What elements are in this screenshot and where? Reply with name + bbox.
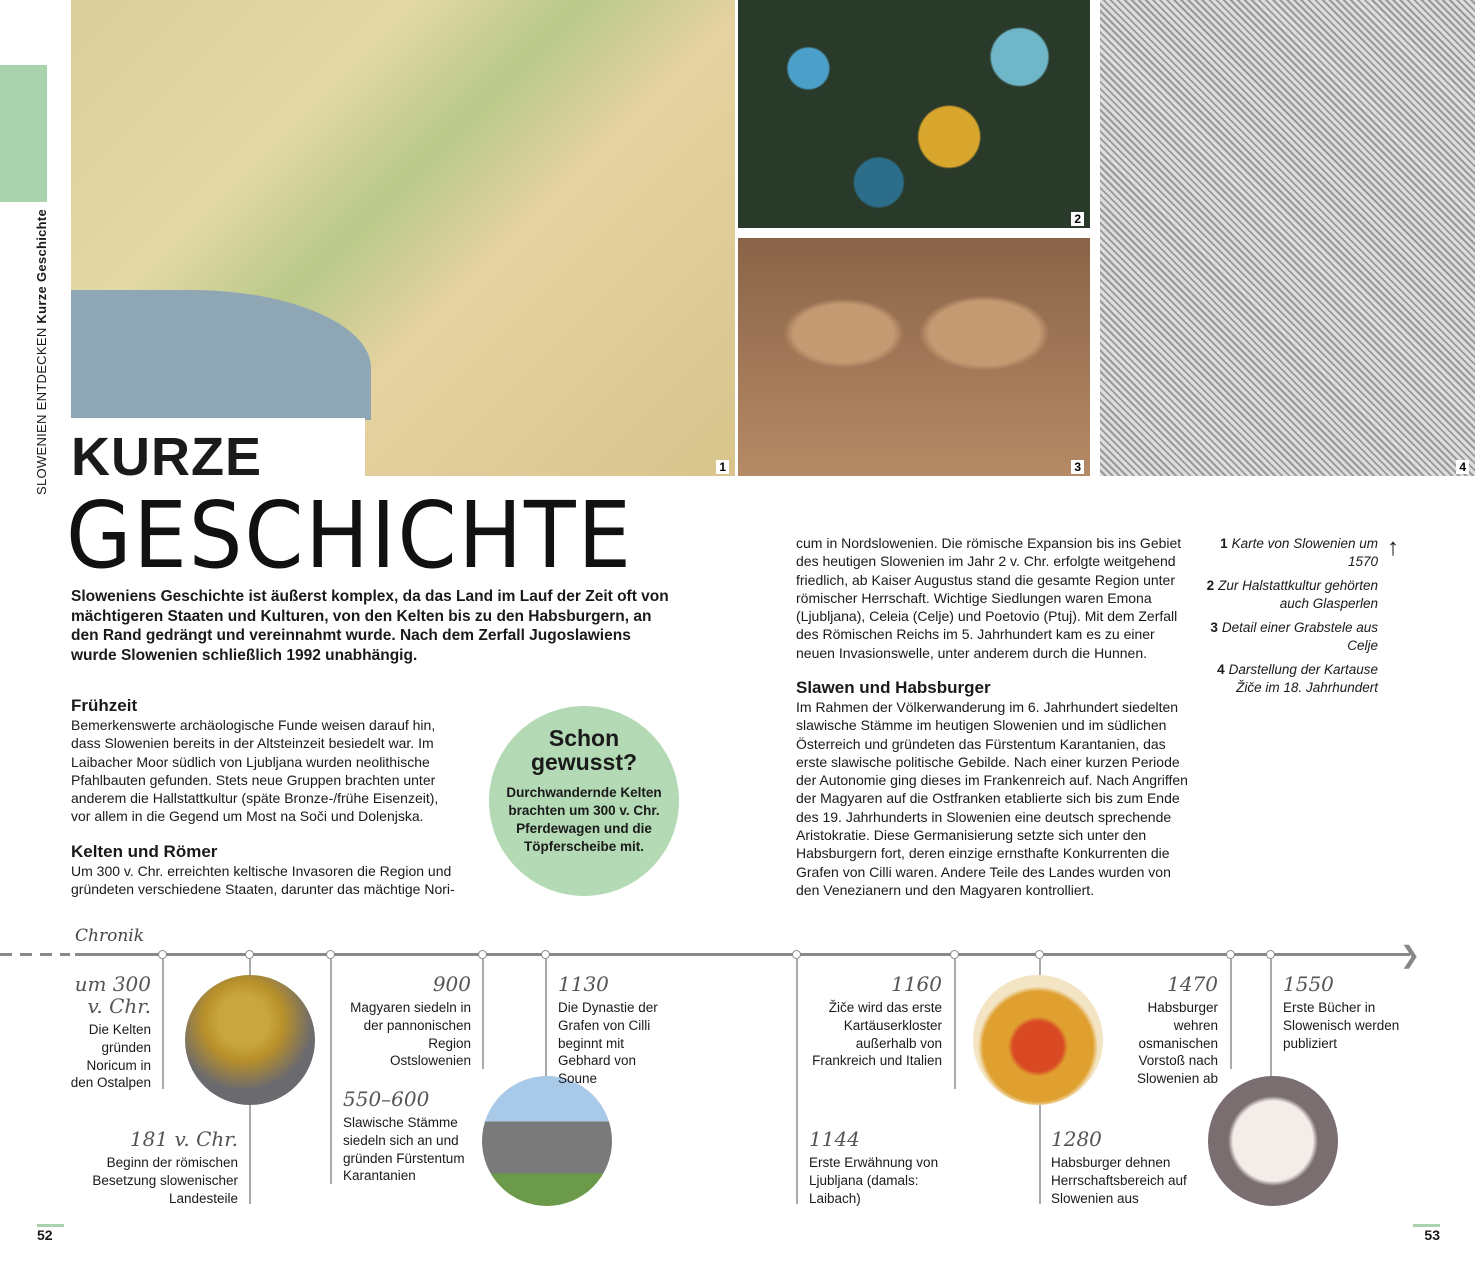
image-number: 1 (716, 460, 729, 474)
section-heading: Frühzeit (71, 696, 138, 715)
section-heading: Kelten und Römer (71, 842, 218, 861)
intro-text: Sloweniens Geschichte ist äußerst komplex, da das Land im Lauf der Zeit oft von mächtigeren Staaten und Kulturen, von den Kelten bis zu den Habsburgern, an den Rand gedrängt und vereinnahmt wurde. Nach dem Zerfall Jugoslawiens wurde Slowenien schließlich 1992 unabhängig. (71, 588, 669, 664)
section-heading: Slawen und Habsburger (796, 678, 991, 697)
timeline-event: um 300 v. Chr. Die Kelten gründen Noricum in den Ostalpen (70, 972, 151, 1091)
image-number: 4 (1456, 460, 1469, 474)
caption: 2 Zur Halstattkultur gehörten auch Glasperlen (1206, 578, 1378, 611)
arrow-up-icon: ↑ (1387, 534, 1399, 561)
section-text: Um 300 v. Chr. erreichten keltische Invasoren die Region und gründeten verschiedene Staaten, darunter das mächtige Nori- (71, 863, 455, 898)
image-number: 3 (1071, 460, 1084, 474)
timeline-event: 1550 Erste Bücher in Slowenisch werden publiziert (1283, 972, 1400, 1051)
section-slawen (796, 678, 1196, 899)
timeline-event: 1130 Die Dynastie der Grafen von Cilli beginnt mit Gebhard von Soune (558, 972, 658, 1087)
chronik-label: Chronik (75, 926, 145, 946)
grave-stele-image (738, 238, 1090, 476)
monastery-image (1100, 0, 1475, 476)
castle-photo (482, 1076, 612, 1206)
fact-text: Durchwandernde Kelten brachten um 300 v. Chr. Pferdewagen und die Töpferscheibe mit. (506, 785, 662, 854)
section-text: Im Rahmen der Völkerwanderung im 6. Jahrhundert siedelten slawische Stämme im heutigen Slowenien und im südlichen Österreich und gründeten das Fürstentum Karantanien, das erste slawische politische Gebilde. Nach einer kurzen Periode der Autonomie ging dieses im Frankenreich auf. Nach Angriffen der Magyaren auf die Ostfranken etablierte sich bis zum Ende des 19. Jahrhunderts in Slowenien eine deutsch sprechende Aristokratie. Diese Germanisierung setzte sich unter den Habsburgern fort, deren einzige ernsthafte Konkurrenten die Grafen von Cilli waren. Andere Teile des Landes wurden von den Venezianern und den Magyaren kontrolliert. (796, 699, 1188, 898)
section-kelten-cont (796, 534, 1191, 662)
chapter-label: Kurze Geschichte (34, 208, 49, 324)
page-number-right: 53 (1413, 1224, 1440, 1243)
timeline-event: 1144 Erste Erwähnung von Ljubljana (damals: Laibach) (809, 1127, 939, 1206)
coat-of-arms-photo (973, 975, 1103, 1105)
fact-heading: Schon gewusst? (530, 725, 638, 775)
title-line-1: KURZE (71, 427, 262, 487)
map-image (71, 0, 735, 476)
timeline-event: 900 Magyaren siedeln in der pannonischen Region Ostslowenien (350, 972, 471, 1069)
image-captions (1188, 535, 1378, 703)
running-header (34, 209, 49, 495)
timeline-event: 1160 Žiče wird das erste Kartäuserkloster außerhalb von Frankreich und Italien (812, 972, 942, 1069)
image-number: 2 (1071, 212, 1084, 226)
timeline-line (75, 953, 1410, 956)
timeline-event: 1280 Habsburger dehnen Herrschaftsbereich auf Slowenien aus (1051, 1127, 1187, 1206)
timeline-event: 1470 Habsburger wehren osmanischen Vorstoß nach Slowenien ab (1136, 972, 1218, 1087)
caption: 1 Karte von Slowenien um 1570 (1220, 536, 1378, 569)
title-line-2: GESCHICHTE (66, 482, 633, 589)
caption: 3 Detail einer Grabstele aus Celje (1210, 620, 1378, 653)
section-kelten (71, 842, 466, 899)
caption: 4 Darstellung der Kartause Žiče im 18. Jahrhundert (1217, 662, 1378, 695)
section-text: cum in Nordslowenien. Die römische Expansion bis ins Gebiet des heutigen Slowenien im Jahr 2 v. Chr. erfolgte weitgehend friedlich, ab Kaiser Augustus stand die gesamte Region unter römischer Herrschaft. Wichtige Siedlungen waren Emona (Ljubljana), Celeia (Celje) und Poetovio (Ptuj). Mit dem Zerfall des Römischen Reichs im 5. Jahrhundert kam es zu einer neuen Invasionswelle, unter anderem durch die Hunnen. (796, 535, 1182, 661)
timeline-event: 181 v. Chr. Beginn der römischen Besetzung slowenischer Landesteile (92, 1127, 238, 1206)
timeline-dash (0, 953, 70, 956)
fact-circle (489, 706, 679, 896)
page-number-left: 52 (37, 1224, 64, 1243)
section-label: SLOWENIEN ENTDECKEN (34, 327, 49, 495)
arrow-right-icon: ❯ (1400, 942, 1421, 969)
bible-photo (1208, 1076, 1338, 1206)
section-fruehzeit (71, 696, 456, 826)
section-text: Bemerkenswerte archäologische Funde weisen darauf hin, dass Slowenien bereits in der Altsteinzeit besiedelt war. Im Laibacher Moor südlich von Ljubljana wurden neolithische Pfahlbauten gefunden. Stets neue Gruppen brachten unter anderem die Hallstattkultur (späte Bronze-/frühe Eisenzeit), vor allem in die Gegend um Most na Soči und Dolenjska. (71, 717, 439, 825)
chapter-tab (0, 65, 47, 202)
glass-beads-image (738, 0, 1090, 228)
statue-photo (185, 975, 315, 1105)
timeline-event: 550–600 Slawische Stämme siedeln sich an und gründen Fürstentum Karantanien (343, 1087, 465, 1184)
